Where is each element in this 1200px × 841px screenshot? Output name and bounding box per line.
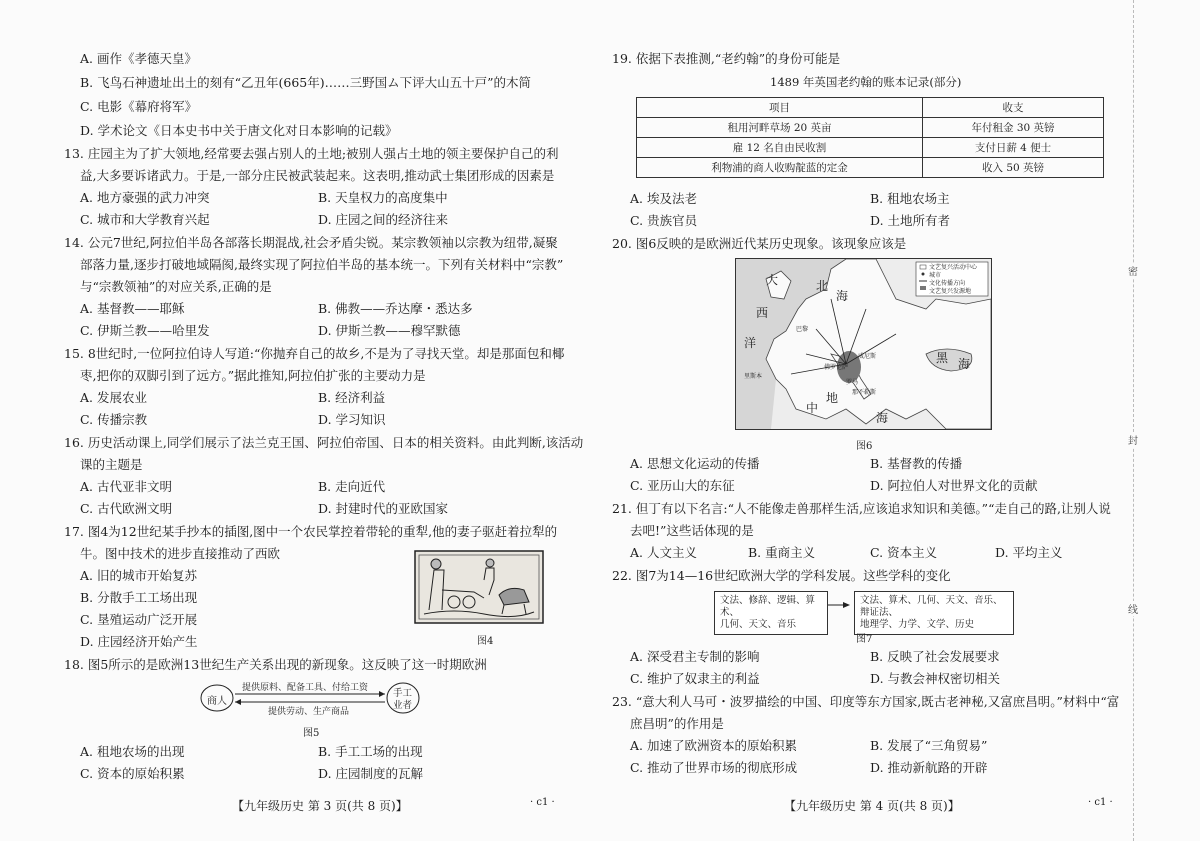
top-arrow-label: 提供原料、配备工具、付给工资: [242, 683, 369, 693]
q13-option-d: D. 庄园之间的经济往来: [318, 212, 449, 227]
q23-stem-line2: 庶昌明”的作用是: [630, 716, 724, 731]
q16-option-c: C. 古代欧洲文明: [80, 501, 173, 516]
account-table: [636, 97, 1104, 178]
map-label-naples: 那不勒斯: [852, 389, 877, 396]
q18-stem: 18. 图5所示的是欧洲13世纪生产关系出现的新现象。这反映了这一时期欧洲: [64, 657, 487, 672]
q21-stem-line1: 21. 但丁有以下名言:“人不能像走兽那样生活,应该追求知识和美德。”“走自己的路,让别人说: [612, 501, 1111, 516]
left-footer-mark: · c1 ·: [530, 797, 555, 808]
q20-option-d: D. 阿拉伯人对世界文化的贡献: [870, 478, 1038, 493]
q22-stem: 22. 图7为14—16世纪欧洲大学的学科发展。这些学科的变化: [612, 568, 951, 583]
margin-feng: 封: [1128, 432, 1138, 447]
table-header-row: [637, 98, 1104, 118]
figure-5-label: 图5: [303, 728, 320, 739]
map-label-venice: 威尼斯: [858, 353, 877, 360]
table-row: [637, 138, 1104, 158]
map-label-florence: 佛罗伦萨: [824, 364, 849, 371]
map-label-zhong: 中: [806, 401, 819, 415]
table-cell: 租用河畔草场 20 英亩: [637, 118, 923, 138]
map-label-di: 地: [826, 391, 839, 405]
right-footer-mark: · c1 ·: [1088, 797, 1113, 808]
q14-stem-line2: 部落力量,逐步打破地域隔阂,最终实现了阿拉伯半岛的基本统一。下列有关材料中“宗教”: [80, 257, 564, 272]
q14-option-d: D. 伊斯兰教——穆罕默德: [318, 323, 461, 338]
q19-option-d: D. 土地所有者: [870, 213, 951, 228]
right-page-footer: 【九年级历史 第 4 页(共 8 页)】: [784, 799, 960, 813]
q13-option-b: B. 天皇权力的高度集中: [318, 190, 448, 205]
figure-4-label: 图4: [477, 636, 494, 647]
table-cell: 收入 50 英镑: [923, 158, 1104, 178]
legend-origin: 文艺复兴发源地: [929, 288, 972, 295]
q22-option-c: C. 维护了奴隶主的利益: [630, 671, 760, 686]
q20-option-c: C. 亚历山大的东征: [630, 478, 735, 493]
q21-stem-line2: 去吧!”这些话体现的是: [630, 523, 754, 538]
q20-option-a: A. 思想文化运动的传播: [630, 456, 760, 471]
q23-option-b: B. 发展了“三角贸易”: [870, 738, 988, 753]
q12-option-b: B. 飞鸟石神遗址出土的刻有“乙丑年(665年)……三野国ム下评大山五十戸”的木简: [80, 75, 532, 90]
figure-7-left-box: [714, 591, 828, 635]
q21-option-a: A. 人文主义: [630, 545, 697, 560]
map-label-xi: 西: [756, 306, 769, 320]
q15-stem-line1: 15. 8世纪时,一位阿拉伯诗人写道:“你抛弃自己的故乡,不是为了寻找天堂。却是那面包和椰: [64, 346, 565, 361]
table-cell: 年付租金 30 英镑: [923, 118, 1104, 138]
q17-stem-line2: 牛。图中技术的进步直接推动了西欧: [80, 546, 281, 561]
q17-option-b: B. 分散手工工场出现: [80, 590, 198, 605]
margin-xian: 线: [1128, 601, 1138, 616]
table-title: 1489 年英国老约翰的账本记录(部分): [770, 75, 962, 89]
margin-mi: 密: [1128, 263, 1138, 278]
q22-option-a: A. 深受君主专制的影响: [630, 649, 760, 664]
table-cell: 支付日薪 4 便士: [923, 138, 1104, 158]
map-label-bei: 北: [816, 279, 829, 293]
q21-option-d: D. 平均主义: [995, 545, 1063, 560]
q14-option-a: A. 基督教——耶稣: [80, 301, 185, 316]
q17-option-c: C. 垦殖运动广泛开展: [80, 612, 198, 627]
q15-stem-line2: 枣,把你的双脚引到了远方。”据此推知,阿拉伯扩张的主要动力是: [80, 368, 426, 383]
q22-option-d: D. 与教会神权密切相关: [870, 671, 1001, 686]
q22-option-b: B. 反映了社会发展要求: [870, 649, 1000, 664]
figure-6-label: 图6: [856, 441, 873, 452]
binding-dashed-line: [1133, 0, 1134, 841]
q14-option-b: B. 佛教——乔达摩・悉达多: [318, 301, 473, 316]
figure-7-left-line2: 几何、天文、音乐: [720, 619, 797, 630]
q19-option-b: B. 租地农场主: [870, 191, 950, 206]
figure-7-right-line1: 文法、算术、几何、天文、音乐、辩证法、: [860, 595, 1003, 618]
q18-option-c: C. 资本的原始积累: [80, 766, 185, 781]
table-cell: 利物浦的商人收购靛蓝的定金: [637, 158, 923, 178]
q18-option-a: A. 租地农场的出现: [80, 744, 185, 759]
figure-7-arrow: [828, 600, 850, 610]
q23-stem-line1: 23. “意大利人马可・波罗描绘的中国、印度等东方国家,既古老神秘,又富庶昌明。”材料中“富: [612, 694, 1120, 709]
q14-stem-line3: 与“宗教领袖”的对应关系,正确的是: [80, 279, 272, 294]
map-label-hai-black: 海: [958, 357, 971, 371]
q12-option-c: C. 电影《幕府将军》: [80, 99, 198, 114]
bottom-arrow-label: 提供劳动、生产商品: [268, 707, 350, 717]
q12-option-d: D. 学术论文《日本史书中关于唐文化对日本影响的记载》: [80, 123, 398, 138]
q21-option-b: B. 重商主义: [748, 545, 816, 560]
merchant-label: 商人: [207, 696, 227, 707]
left-page-footer: 【九年级历史 第 3 页(共 8 页)】: [232, 799, 408, 813]
legend-city: 城市: [929, 272, 942, 279]
q23-option-a: A. 加速了欧洲资本的原始积累: [630, 738, 797, 753]
q18-option-b: B. 手工工场的出现: [318, 744, 423, 759]
artisan-label-1: 手工: [393, 688, 413, 699]
q23-option-c: C. 推动了世界市场的彻底形成: [630, 760, 798, 775]
map-label-rome: 罗马: [846, 379, 859, 386]
q17-option-d: D. 庄园经济开始产生: [80, 634, 198, 649]
map-label-yang: 洋: [744, 336, 757, 350]
table-row: [637, 158, 1104, 178]
q14-option-c: C. 伊斯兰教——哈里发: [80, 323, 210, 338]
map-label-lisbon: 里斯本: [744, 373, 763, 380]
q14-stem-line1: 14. 公元7世纪,阿拉伯半岛各部落长期混战,社会矛盾尖锐。某宗教领袖以宗教为纽带,凝聚: [64, 235, 558, 250]
figure-7-right-line2: 地理学、力学、文学、历史: [860, 619, 975, 630]
q13-stem-line2: 益,大多要诉诸武力。于是,一部分庄民被武装起来。这表明,推动武士集团形成的因素是: [80, 168, 555, 183]
legend-renaissance-center: 文艺复兴活动中心: [929, 264, 978, 271]
plough-illustration: [414, 550, 544, 624]
q13-option-a: A. 地方豪强的武力冲突: [80, 190, 210, 205]
q19-stem: 19. 依据下表推测,“老约翰”的身份可能是: [612, 51, 841, 66]
map-label-da: 大: [766, 273, 779, 287]
figure-5-diagram: [198, 678, 422, 718]
q17-stem-line1: 17. 图4为12世纪某手抄本的插图,图中一个农民掌控着带轮的重犁,他的妻子驱赶着拉犁的: [64, 524, 558, 539]
q19-option-c: C. 贵族官员: [630, 213, 698, 228]
figure-7-left-line1: 文法、修辞、逻辑、算术、: [720, 595, 816, 618]
q16-stem-line2: 课的主题是: [80, 457, 143, 472]
q16-option-b: B. 走向近代: [318, 479, 386, 494]
map-label-paris: 巴黎: [796, 326, 809, 333]
q23-option-d: D. 推动新航路的开辟: [870, 760, 988, 775]
map-label-hei: 黑: [936, 351, 949, 365]
q15-option-c: C. 传播宗教: [80, 412, 148, 427]
q17-option-a: A. 旧的城市开始复苏: [80, 568, 197, 583]
figure-7-right-box: [854, 591, 1014, 635]
europe-map: [735, 258, 992, 430]
table-header-item: 项目: [637, 98, 923, 118]
q18-option-d: D. 庄园制度的瓦解: [318, 766, 424, 781]
table-row: [637, 118, 1104, 138]
artisan-label-2: 业者: [393, 700, 413, 711]
table-cell: 雇 12 名自由民收割: [637, 138, 923, 158]
q20-stem: 20. 图6反映的是欧洲近代某历史现象。该现象应该是: [612, 236, 907, 251]
q19-option-a: A. 埃及法老: [630, 191, 697, 206]
q16-stem-line1: 16. 历史活动课上,同学们展示了法兰克王国、阿拉伯帝国、日本的相关资料。由此判断,该活动: [64, 435, 584, 450]
q15-option-d: D. 学习知识: [318, 412, 386, 427]
q20-option-b: B. 基督教的传播: [870, 456, 963, 471]
map-label-hai-med: 海: [876, 411, 889, 425]
q15-option-b: B. 经济利益: [318, 390, 386, 405]
q13-option-c: C. 城市和大学教育兴起: [80, 212, 210, 227]
figure-7-label: 图7: [856, 634, 873, 645]
q16-option-a: A. 古代亚非文明: [80, 479, 172, 494]
q16-option-d: D. 封建时代的亚欧国家: [318, 501, 449, 516]
map-label-hai-north: 海: [836, 289, 849, 303]
q15-option-a: A. 发展农业: [80, 390, 147, 405]
legend-spread-direction: 文化传播方向: [929, 280, 966, 287]
q12-option-a: A. 画作《孝德天皇》: [80, 51, 197, 66]
q21-option-c: C. 资本主义: [870, 545, 938, 560]
q13-stem-line1: 13. 庄园主为了扩大领地,经常要去强占别人的土地;被别人强占土地的领主要保护自己的利: [64, 146, 559, 161]
table-header-amount: 收支: [923, 98, 1104, 118]
